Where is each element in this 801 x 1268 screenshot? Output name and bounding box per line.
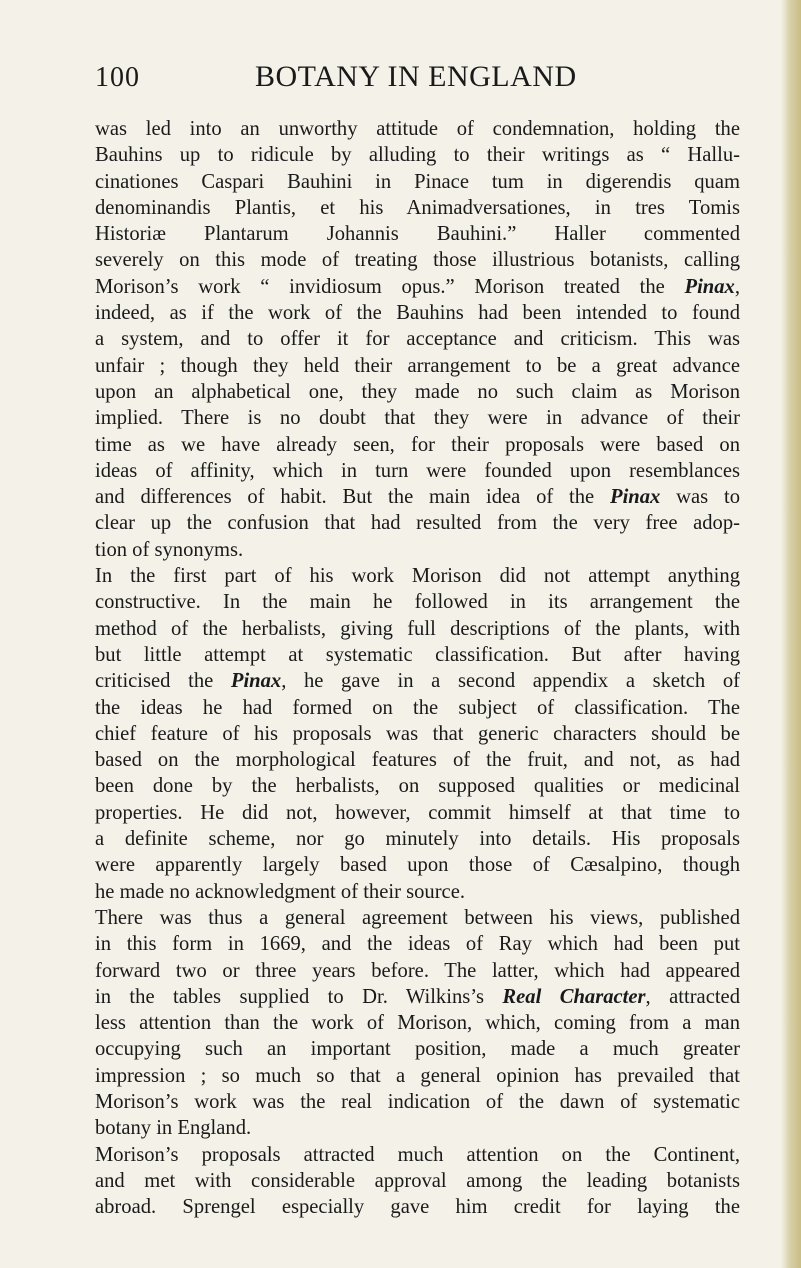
text-line <box>95 773 740 799</box>
line-text: a definite scheme, nor go minutely into details. His proposals <box>95 828 740 851</box>
text-line <box>95 169 740 195</box>
line-text: botany in England. <box>95 1117 252 1140</box>
text-line <box>95 405 740 431</box>
text-line <box>95 931 740 957</box>
line-text: in the tables supplied to Dr. Wilkins’s <box>95 985 503 1008</box>
text-line <box>95 879 740 905</box>
text-line <box>95 1036 740 1062</box>
line-text: forward two or three years before. The latter, which had appeared <box>95 959 740 982</box>
line-text: been done by the herbalists, on supposed qualities or medicinal <box>95 775 740 798</box>
text-line <box>95 1142 740 1168</box>
text-line <box>95 589 740 615</box>
text-line <box>95 747 740 773</box>
line-text: Morison’s work was the real indication of the dawn of systematic <box>95 1090 740 1113</box>
text-line <box>95 510 740 536</box>
line-text: ideas of affinity, which in turn were founded upon resemblances <box>95 459 740 482</box>
text-line <box>95 432 740 458</box>
line-text: and met with considerable approval among the leading botanists <box>95 1169 740 1192</box>
line-text: constructive. In the main he followed in its arrangement the <box>95 591 740 614</box>
text-line <box>95 116 740 142</box>
text-line <box>95 537 740 563</box>
line-text: but little attempt at systematic classification. But after having <box>95 643 740 666</box>
line-text: method of the herbalists, giving full descriptions of the plants, with <box>95 617 740 640</box>
line-text: cinationes Caspari Bauhini in Pinace tum in digerendis quam <box>95 170 740 193</box>
line-text: occupying such an important position, made a much greater <box>95 1038 740 1061</box>
text-line <box>95 958 740 984</box>
text-line <box>95 1115 740 1141</box>
line-text: There was thus a general agreement between his views, published <box>95 906 740 929</box>
line-text: less attention than the work of Morison, which, coming from a man <box>95 1012 740 1035</box>
text-line <box>95 300 740 326</box>
page-number: 100 <box>95 62 140 93</box>
text-line <box>95 826 740 852</box>
text-line <box>95 616 740 642</box>
italic-title: Pinax <box>684 275 735 298</box>
line-text: Morison’s work “ invidiosum opus.” Morison treated the <box>95 275 685 298</box>
line-text: was led into an unworthy attitude of condemnation, holding the <box>95 118 740 140</box>
line-text: and differences of habit. But the main idea of the <box>95 486 610 509</box>
text-line <box>95 1168 740 1194</box>
text-line <box>95 1089 740 1115</box>
page-edge-shadow <box>781 0 801 1268</box>
line-text: he made no acknowledgment of their source. <box>95 880 465 903</box>
text-line <box>95 668 740 694</box>
line-text: Morison’s proposals attracted much attention on the Continent, <box>95 1143 740 1166</box>
line-text: were apparently largely based upon those of Cæsalpino, though <box>95 854 740 877</box>
line-text: impression ; so much so that a general opinion has prevailed that <box>95 1064 740 1087</box>
text-line <box>95 195 740 221</box>
text-line <box>95 695 740 721</box>
text-line <box>95 142 740 168</box>
line-text: in this form in 1669, and the ideas of Ray which had been put <box>95 933 740 956</box>
text-line <box>95 1010 740 1036</box>
line-text: abroad. Sprengel especially gave him credit for laying the <box>95 1196 740 1219</box>
line-text: Historiæ Plantarum Johannis Bauhini.” Haller commented <box>95 223 740 246</box>
body-text <box>95 116 740 1220</box>
text-line <box>95 563 740 589</box>
text-line <box>95 1194 740 1220</box>
line-text-after: , attracted <box>645 985 740 1008</box>
italic-title: Real Character <box>502 985 646 1008</box>
text-line <box>95 852 740 878</box>
text-line <box>95 642 740 668</box>
line-text: unfair ; though they held their arrangement to be a great advance <box>95 354 740 377</box>
text-line <box>95 1063 740 1089</box>
text-line <box>95 274 740 300</box>
text-line <box>95 221 740 247</box>
line-text: upon an alphabetical one, they made no such claim as Morison <box>95 380 740 403</box>
line-text: criticised the <box>95 670 231 693</box>
running-title: BOTANY IN ENGLAND <box>255 60 577 93</box>
line-text: implied. There is no doubt that they were in advance of their <box>95 407 740 430</box>
page-header <box>95 60 740 100</box>
line-text: clear up the confusion that had resulted from the very free adop- <box>95 512 740 535</box>
line-text: properties. He did not, however, commit himself at that time to <box>95 801 740 824</box>
text-line <box>95 458 740 484</box>
line-text: chief feature of his proposals was that generic characters should be <box>95 722 740 745</box>
line-text-after: was to <box>660 486 740 509</box>
line-text: indeed, as if the work of the Bauhins had been intended to found <box>95 302 740 325</box>
italic-title: Pinax <box>230 670 282 693</box>
line-text: Bauhins up to ridicule by alluding to their writings as “ Hallu- <box>95 144 740 167</box>
line-text: severely on this mode of treating those illustrious botanists, calling <box>95 249 740 272</box>
line-text: denominandis Plantis, et his Animadversationes, in tres Tomis <box>95 196 740 219</box>
line-text: the ideas he had formed on the subject of classification. The <box>95 696 740 719</box>
text-line <box>95 800 740 826</box>
italic-title: Pinax <box>610 486 661 509</box>
text-line <box>95 379 740 405</box>
line-text: tion of synonyms. <box>95 538 244 561</box>
text-line <box>95 484 740 510</box>
text-line <box>95 984 740 1010</box>
text-line <box>95 905 740 931</box>
text-line <box>95 326 740 352</box>
text-line <box>95 353 740 379</box>
line-text-after: , <box>734 275 740 298</box>
text-line <box>95 721 740 747</box>
line-text: a system, and to offer it for acceptance and criticism. This was <box>95 328 740 351</box>
line-text: based on the morphological features of the fruit, and not, as had <box>95 749 740 772</box>
line-text: In the first part of his work Morison did not attempt anything <box>95 565 740 588</box>
line-text: time as we have already seen, for their proposals were based on <box>95 433 740 456</box>
text-line <box>95 247 740 273</box>
line-text-after: , he gave in a second appendix a sketch of <box>281 670 740 693</box>
